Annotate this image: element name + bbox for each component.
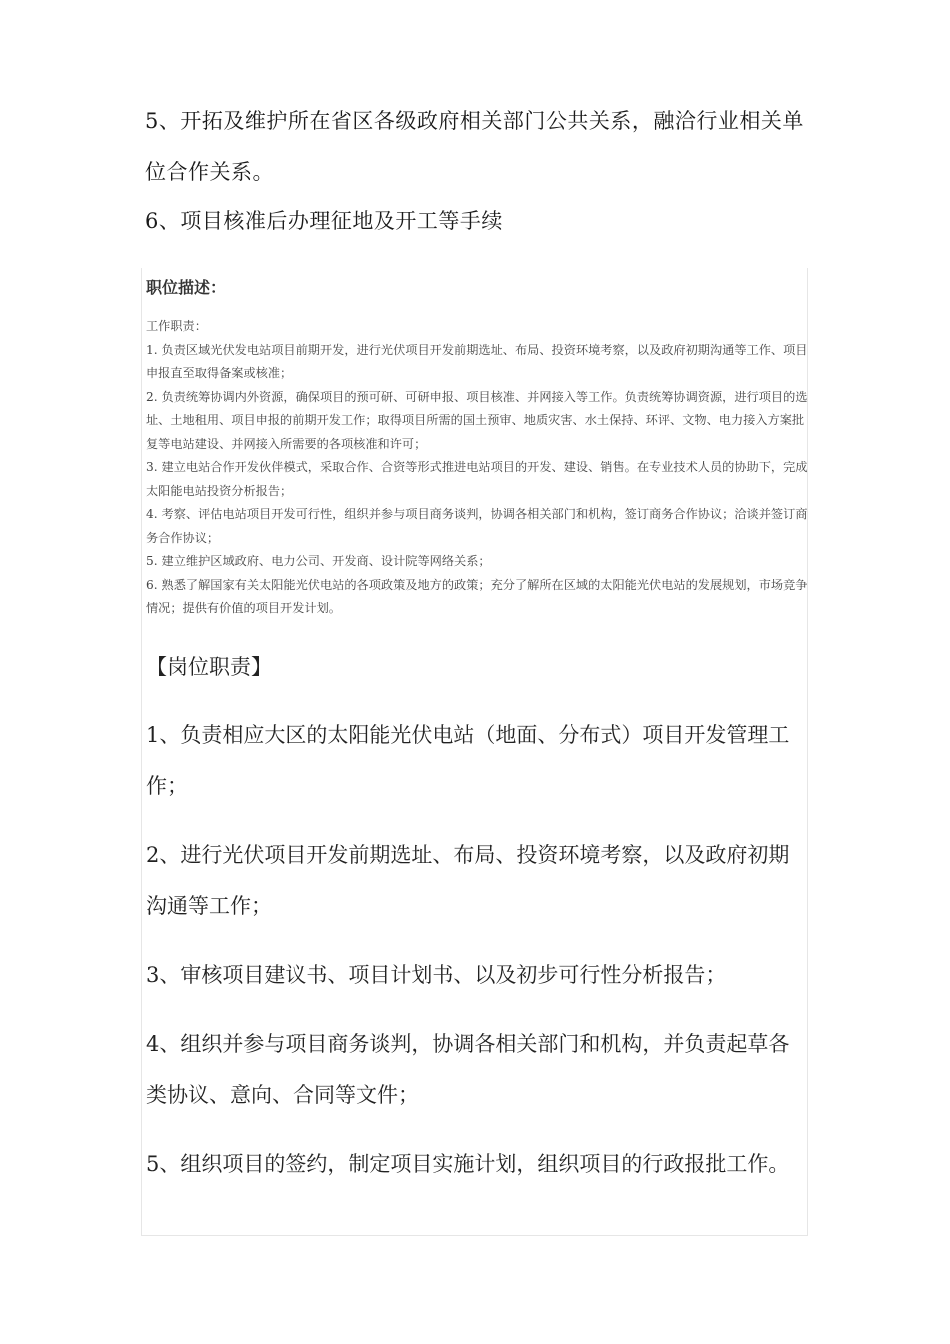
description-intro: 工作职责： xyxy=(146,319,207,333)
top-paragraph-5: 5、开拓及维护所在省区各级政府相关部门公共关系，融洽行业相关单位合作关系。 xyxy=(145,109,804,184)
top-paragraph-6: 6、项目核准后办理征地及开工等手续 xyxy=(145,209,503,233)
description-block xyxy=(146,315,808,621)
duty-item-2: 2、进行光伏项目开发前期选址、布局、投资环境考察，以及政府初期沟通等工作； xyxy=(146,843,790,918)
duty-item-3: 3、审核项目建议书、项目计划书、以及初步可行性分析报告； xyxy=(146,963,727,987)
duty-item-1: 1、负责相应大区的太阳能光伏电站（地面、分布式）项目开发管理工作； xyxy=(146,723,790,798)
description-item-3: 3. 建立电站合作开发伙伴模式，采取合作、合资等形式推进电站项目的开发、建设、销售。在专业技术人员的协助下，完成太阳能电站投资分析报告； xyxy=(146,460,808,498)
duties-section xyxy=(146,652,808,1190)
duty-item-5: 5、组织项目的签约，制定项目实施计划，组织项目的行政报批工作。 xyxy=(146,1152,790,1176)
description-item-1: 1. 负责区域光伏发电站项目前期开发，进行光伏项目开发前期选址、布局、投资环境考察，以及政府初期沟通等工作、项目申报直至取得备案或核准； xyxy=(146,342,808,380)
description-item-2: 2. 负责统筹协调内外资源，确保项目的预可研、可研申报、项目核准、并网接入等工作。负责统筹协调资源，进行项目的选址、土地租用、项目申报的前期开发工作；取得项目所需的国土预审、地质灾害、水土保持、环评、文物、电力接入方案批复等电站建设、并网接入所需要的各项核准和许可； xyxy=(146,389,808,451)
description-item-4: 4. 考察、评估电站项目开发可行性，组织并参与项目商务谈判，协调各相关部门和机构，签订商务合作协议；洽谈并签订商务合作协议； xyxy=(146,507,808,545)
description-item-5: 5. 建立维护区域政府、电力公司、开发商、设计院等网络关系； xyxy=(146,554,491,568)
duties-title: 【岗位职责】 xyxy=(146,655,272,679)
duty-item-4: 4、组织并参与项目商务谈判，协调各相关部门和机构，并负责起草各类协议、意向、合同等文件； xyxy=(146,1032,790,1107)
job-description-frame xyxy=(141,268,808,1236)
description-heading: 职位描述： xyxy=(146,278,227,297)
top-section xyxy=(145,96,815,247)
description-item-6: 6. 熟悉了解国家有关太阳能光伏电站的各项政策及地方的政策；充分了解所在区域的太阳能光伏电站的发展规划，市场竞争情况；提供有价值的项目开发计划。 xyxy=(146,577,808,615)
